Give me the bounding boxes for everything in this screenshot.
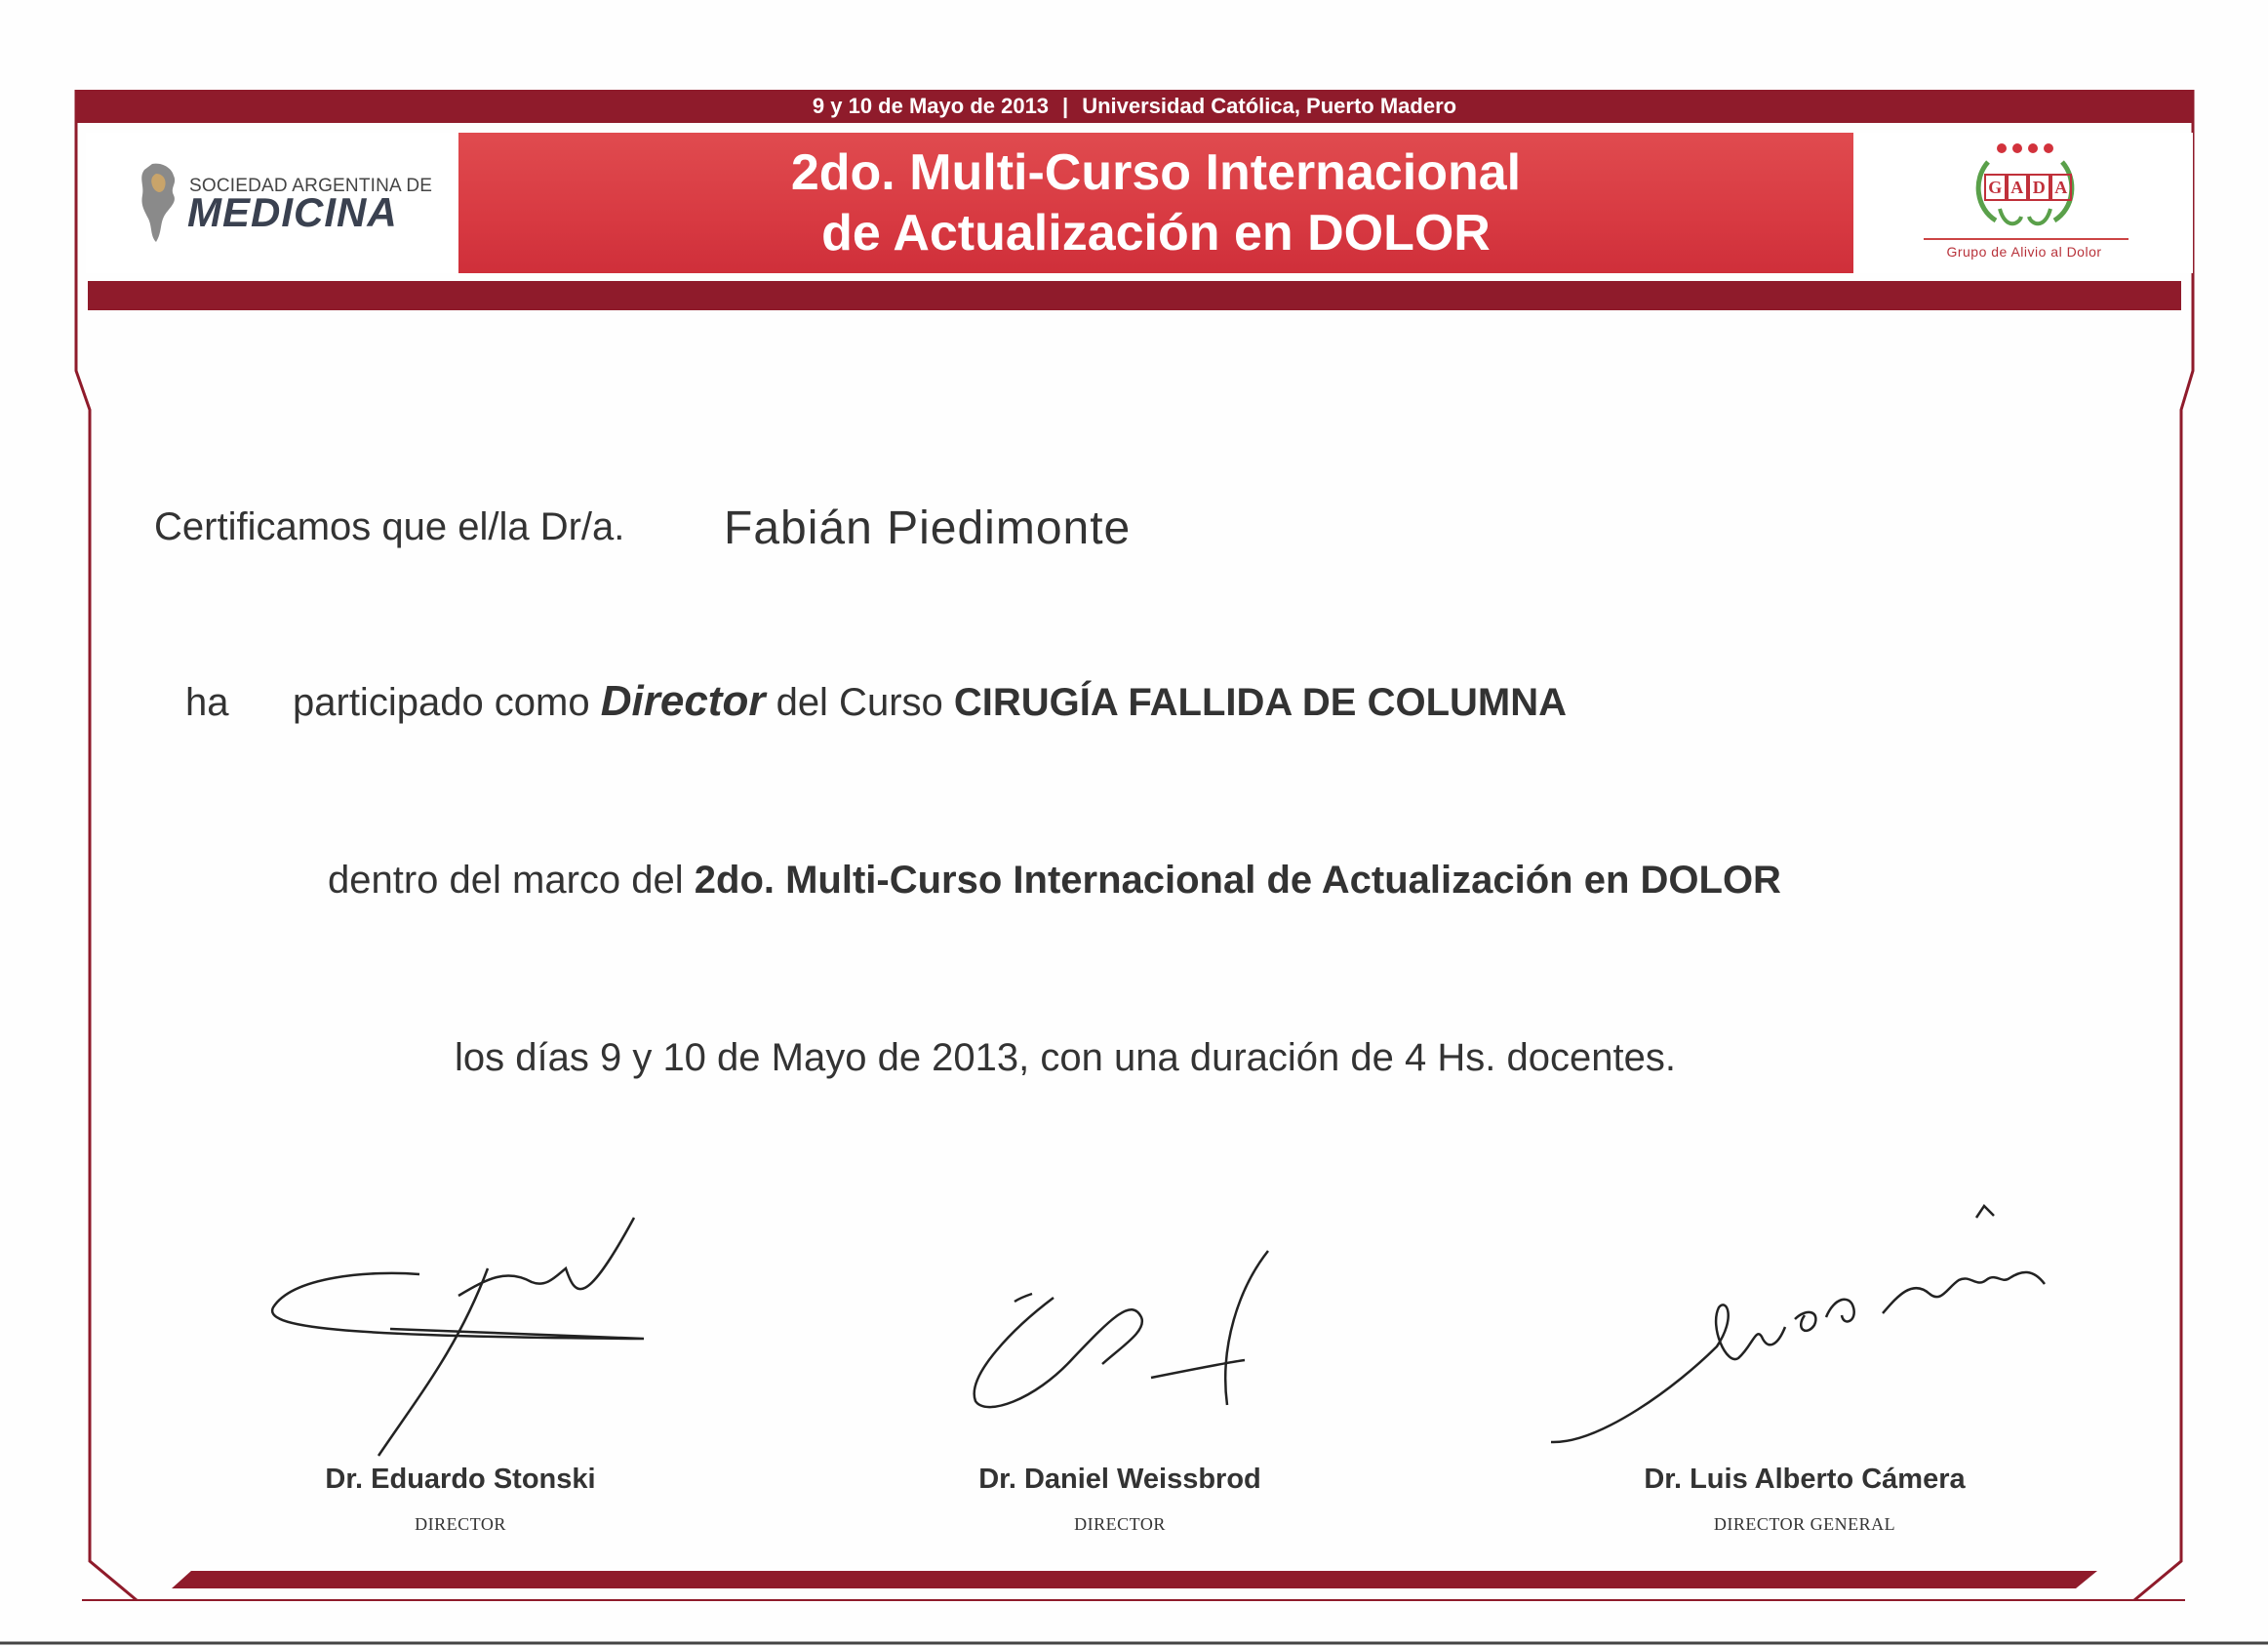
framework-line — [328, 859, 1781, 903]
signatory-name: Dr. Daniel Weissbrod — [978, 1464, 1261, 1495]
signatory-role: DIRECTOR — [1074, 1514, 1166, 1534]
dates-duration-line: los días 9 y 10 de Mayo de 2013, con una duración de 4 Hs. docentes. — [455, 1036, 1676, 1079]
signatory-name: Dr. Luis Alberto Cámera — [1644, 1464, 1966, 1495]
gada-letter: A — [2050, 174, 2073, 201]
participant-role: Director — [600, 677, 766, 725]
gada-letters — [1984, 174, 2072, 201]
gada-logo — [1855, 133, 2193, 273]
header-bottom-bar — [88, 281, 2181, 310]
event-date-venue-strip — [76, 90, 2193, 123]
strip-separator: | — [1062, 94, 1069, 118]
gada-letter: A — [2007, 174, 2029, 201]
sam-logo — [86, 133, 457, 273]
participated-text: participado como — [293, 681, 601, 724]
event-venue: Universidad Católica, Puerto Madero — [1082, 94, 1457, 118]
signatory-role: DIRECTOR GENERAL — [1713, 1514, 1896, 1534]
del-curso-text: del Curso — [765, 681, 954, 724]
participation-line — [293, 677, 1567, 726]
sam-logo-big-text: MEDICINA — [187, 189, 398, 235]
title-line-2: de Actualización en DOLOR — [821, 205, 1491, 261]
sam-logo-small-text: SOCIEDAD ARGENTINA DE — [189, 176, 433, 196]
title-line-1: 2do. Multi-Curso Internacional — [790, 144, 1522, 201]
recipient-name: Fabián Piedimonte — [724, 502, 1132, 554]
gada-divider — [1924, 238, 2129, 240]
gada-caption: Grupo de Alivio al Dolor — [1946, 244, 2102, 260]
course-name: CIRUGÍA FALLIDA DE COLUMNA — [953, 681, 1567, 724]
certify-prefix: Certificamos que el/la Dr/a. — [154, 505, 625, 548]
signatory-role: DIRECTOR — [415, 1514, 506, 1534]
framework-prefix: dentro del marco del — [328, 859, 695, 902]
gada-letter: G — [1984, 174, 2007, 201]
event-date: 9 y 10 de Mayo de 2013 — [812, 94, 1050, 118]
ha-word: ha — [185, 681, 229, 724]
framework-event: 2do. Multi-Curso Internacional de Actualización en DOLOR — [694, 859, 1781, 902]
argentina-map-icon — [135, 162, 183, 244]
signatory-name: Dr. Eduardo Stonski — [325, 1464, 596, 1495]
title-banner — [458, 133, 1853, 273]
gada-letter: D — [2028, 174, 2050, 201]
